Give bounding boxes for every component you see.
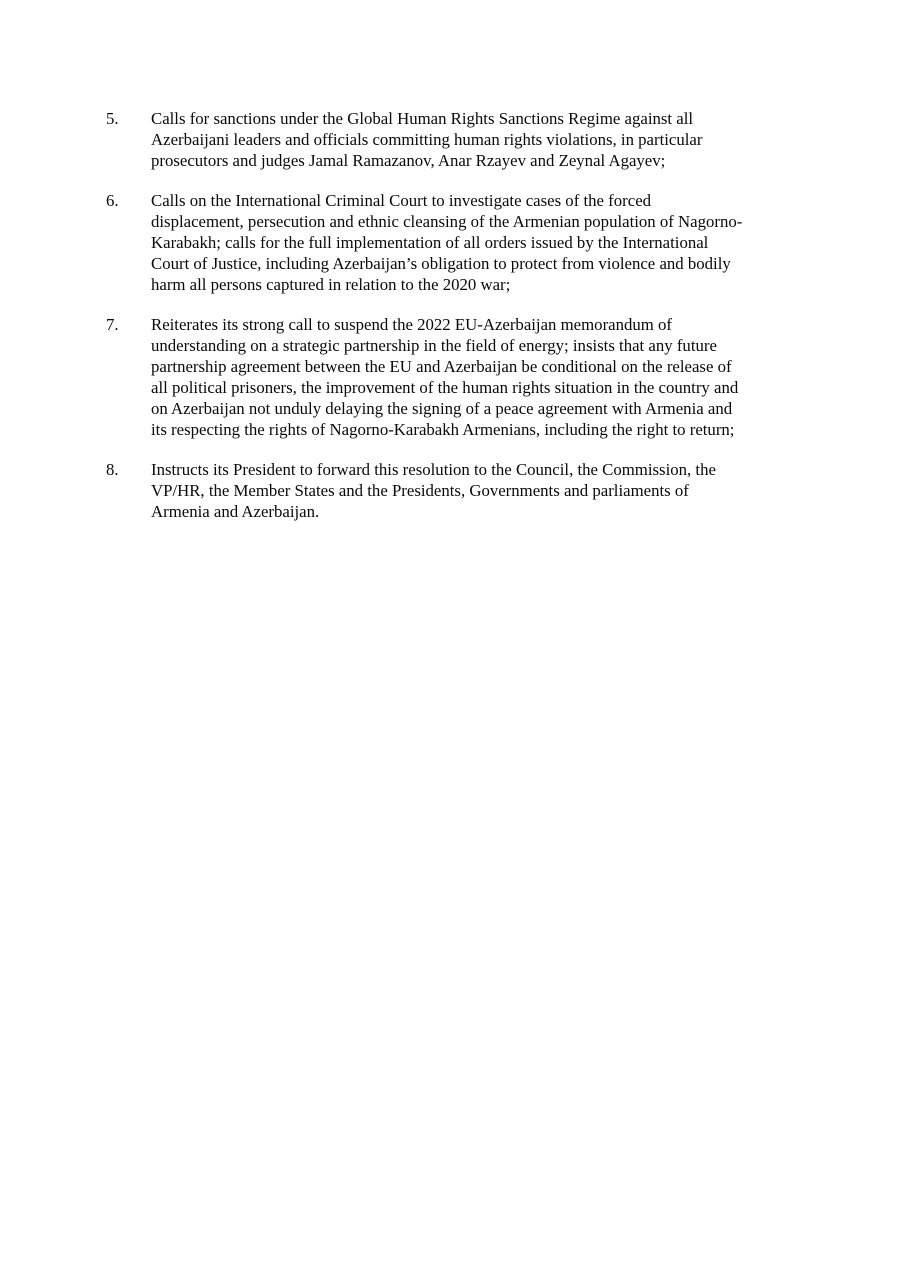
paragraph-number: 7. [106,315,119,334]
paragraph-number: 5. [106,109,119,128]
resolution-paragraph-8 [106,459,826,522]
paragraph-line: Instructs its President to forward this resolution to the Council, the Commission, the [151,460,716,479]
paragraph-body [151,314,826,440]
paragraph-line: Azerbaijani leaders and officials committing human rights violations, in particular [151,130,703,149]
paragraph-number: 6. [106,191,119,210]
paragraph-line: harm all persons captured in relation to the 2020 war; [151,275,511,294]
paragraph-body [151,108,826,171]
resolution-text-block [106,108,826,541]
paragraph-line: prosecutors and judges Jamal Ramazanov, Anar Rzayev and Zeynal Agayev; [151,151,666,170]
paragraph-line: VP/HR, the Member States and the Presidents, Governments and parliaments of [151,481,689,500]
paragraph-number: 8. [106,460,119,479]
paragraph-line: Calls for sanctions under the Global Human Rights Sanctions Regime against all [151,109,694,128]
paragraph-line: displacement, persecution and ethnic cleansing of the Armenian population of Nagorno- [151,212,743,231]
paragraph-line: its respecting the rights of Nagorno-Karabakh Armenians, including the right to return; [151,420,735,439]
paragraph-body [151,190,826,295]
resolution-paragraph-5 [106,108,826,171]
paragraph-line: on Azerbaijan not unduly delaying the signing of a peace agreement with Armenia and [151,399,733,418]
paragraph-line: Calls on the International Criminal Court to investigate cases of the forced [151,191,652,210]
paragraph-line: understanding on a strategic partnership in the field of energy; insists that any future [151,336,717,355]
paragraph-body [151,459,826,522]
paragraph-line: Karabakh; calls for the full implementation of all orders issued by the International [151,233,709,252]
paragraph-line: partnership agreement between the EU and Azerbaijan be conditional on the release of [151,357,732,376]
resolution-paragraph-7 [106,314,826,440]
paragraph-line: Court of Justice, including Azerbaijan’s obligation to protect from violence and bodily [151,254,731,273]
resolution-paragraph-6 [106,190,826,295]
paragraph-line: Armenia and Azerbaijan. [151,502,320,521]
paragraph-line: Reiterates its strong call to suspend the 2022 EU-Azerbaijan memorandum of [151,315,673,334]
paragraph-line: all political prisoners, the improvement of the human rights situation in the country and [151,378,739,397]
